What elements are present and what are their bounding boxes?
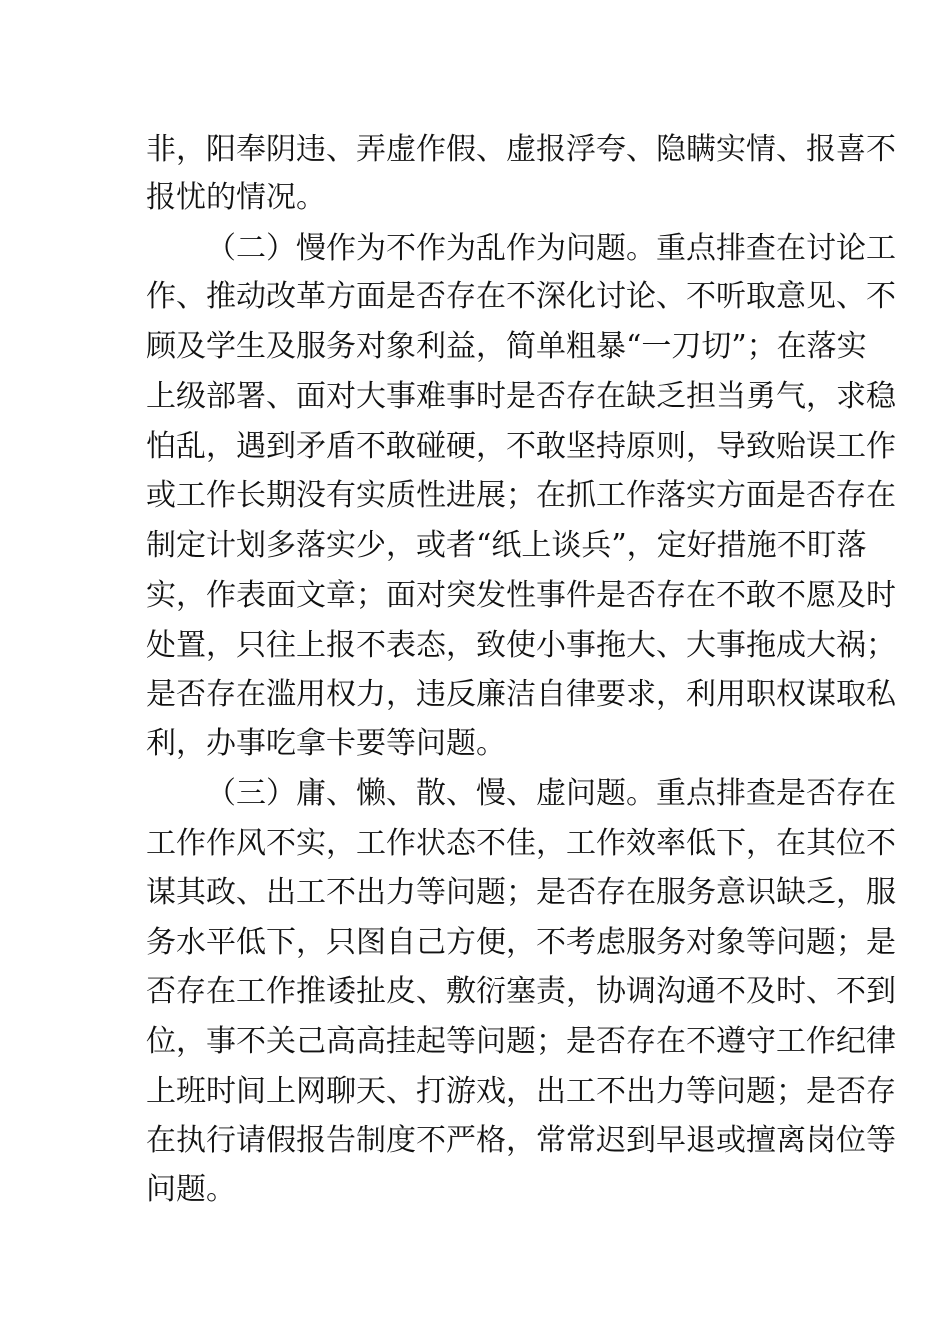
text-line: 处置，只往上报不表态，致使小事拖大、大事拖成大祸；: [146, 628, 896, 663]
text-line: 上级部署、面对大事难事时是否存在缺乏担当勇气，求稳: [146, 379, 896, 414]
text-line: 报忧的情况。: [146, 180, 326, 215]
text-line: 工作作风不实，工作状态不佳，工作效率低下，在其位不: [146, 826, 896, 861]
text-line: 实，作表面文章；面对突发性事件是否存在不敢不愿及时: [146, 578, 896, 613]
text-line: 非，阳奉阴违、弄虚作假、虚报浮夸、隐瞒实情、报喜不: [146, 132, 896, 167]
text-line: 否存在工作推诿扯皮、敷衍塞责，协调沟通不及时、不到: [146, 974, 896, 1009]
text-line: 务水平低下，只图自己方便，不考虑服务对象等问题；是: [146, 925, 896, 960]
text-line: 怕乱，遇到矛盾不敢碰硬，不敢坚持原则，导致贻误工作: [146, 429, 896, 464]
text-line: 上班时间上网聊天、打游戏，出工不出力等问题；是否存: [146, 1074, 896, 1109]
text-line: 制定计划多落实少，或者“纸上谈兵”，定好措施不盯落: [146, 528, 867, 563]
text-line: 是否存在滥用权力，违反廉洁自律要求，利用职权谋取私: [146, 677, 896, 712]
section-heading-line: （二）慢作为不作为乱作为问题。重点排查在讨论工: [206, 231, 896, 266]
section-heading-line: （三）庸、懒、散、慢、虚问题。重点排查是否存在: [206, 776, 896, 811]
text-line: 问题。: [146, 1172, 236, 1207]
text-line: 位，事不关己高高挂起等问题；是否存在不遵守工作纪律: [146, 1024, 896, 1059]
text-line: 利，办事吃拿卡要等问题。: [146, 726, 506, 761]
text-line: 顾及学生及服务对象利益，简单粗暴“一刀切”；在落实: [146, 329, 867, 364]
text-line: 在执行请假报告制度不严格，常常迟到早退或擅离岗位等: [146, 1123, 896, 1158]
text-line: 作、推动改革方面是否存在不深化讨论、不听取意见、不: [146, 279, 896, 314]
text-line: 谋其政、出工不出力等问题；是否存在服务意识缺乏，服: [146, 875, 896, 910]
text-line: 或工作长期没有实质性进展；在抓工作落实方面是否存在: [146, 478, 896, 513]
